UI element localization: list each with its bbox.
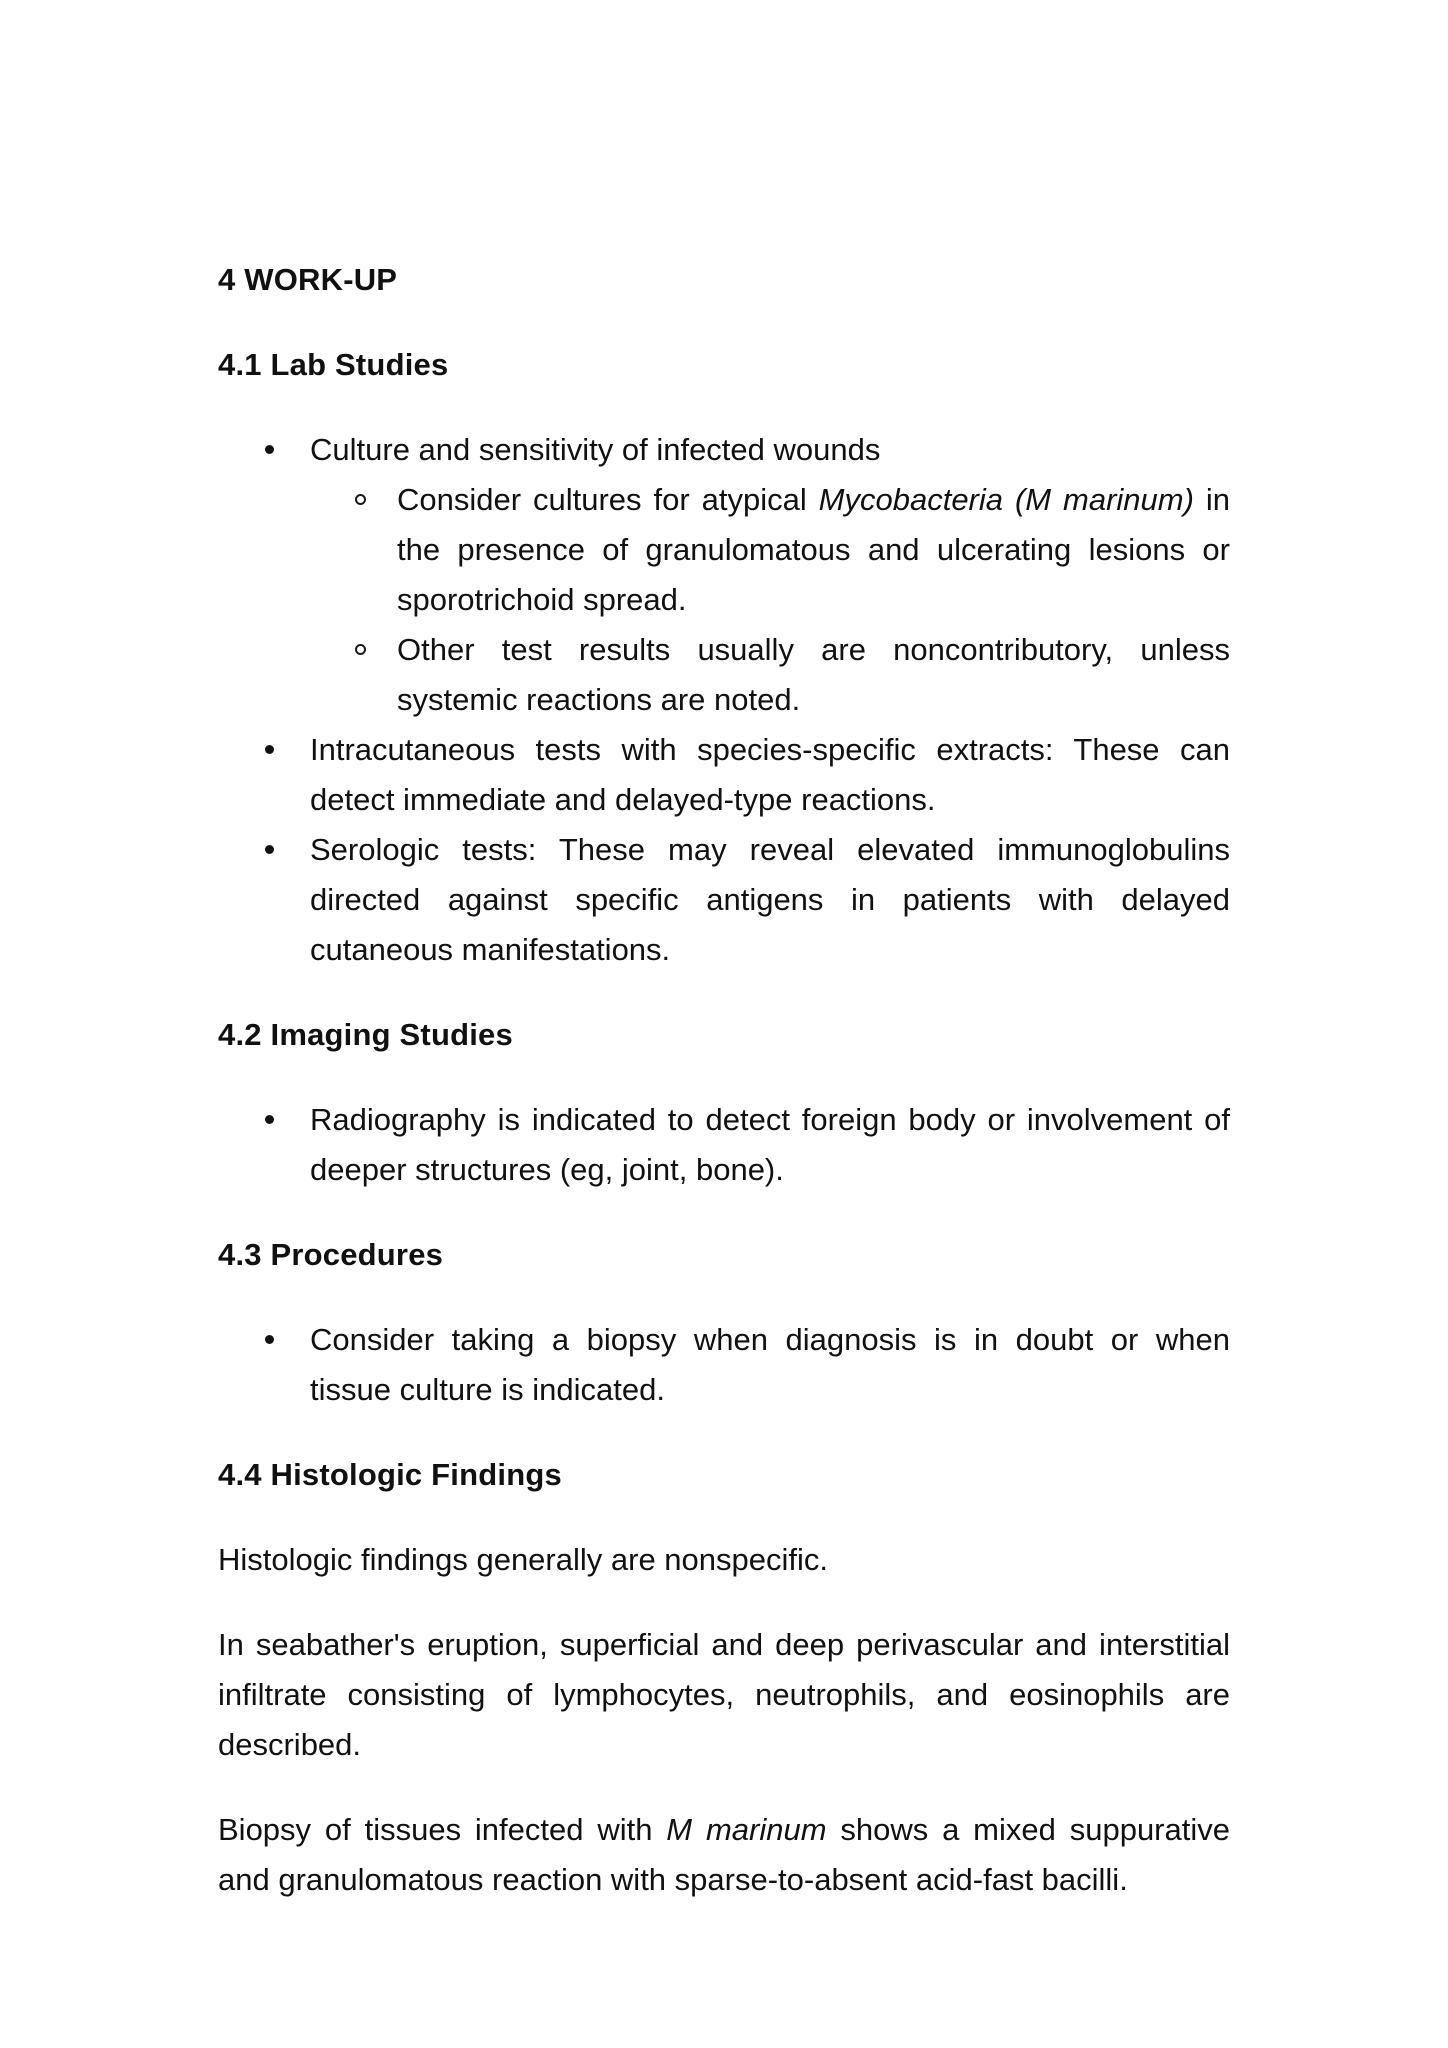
paragraph: In seabather's eruption, superficial and deep perivascular and interstitial infiltrate consisting of lymphocytes, neutrophils, and eosinophils are described. [218,1627,1230,1762]
procedures-bullet-list [218,1315,1230,1415]
paragraph [218,1805,1230,1905]
bullet-circle-icon [355,644,366,655]
bullet-dot-icon [265,445,274,454]
sub-item-text-pre: Consider cultures for atypical [397,482,819,517]
list-item [218,1095,1230,1195]
section-heading-workup: 4 WORK-UP [218,262,398,297]
list-item [218,825,1230,975]
list-item [218,1315,1230,1415]
lab-studies-sub-list [310,475,1230,725]
paragraph-text-post: shows a mixed suppurative and granulomatous reaction with sparse-to-absent acid-fast bacilli. [218,1812,1230,1897]
bullet-dot-icon [265,1115,274,1124]
bullet-dot-icon [265,745,274,754]
section-heading-lab-studies: 4.1 Lab Studies [218,347,449,382]
sub-item-text-italic: Mycobacteria (M marinum) [818,482,1194,517]
list-item-text: Intracutaneous tests with species-specific extracts: These can detect immediate and delayed-type reactions. [310,732,1230,817]
list-item-text: Serologic tests: These may reveal elevated immunoglobulins directed against specific antigens in patients with delayed cutaneous manifestations. [310,832,1230,967]
section-heading-procedures: 4.3 Procedures [218,1237,444,1272]
bullet-dot-icon [265,845,274,854]
paragraph-text-italic: M marinum [666,1812,827,1847]
lab-studies-bullet-list [218,425,1230,975]
section-heading-imaging-studies: 4.2 Imaging Studies [218,1017,513,1052]
list-item-text: Radiography is indicated to detect foreign body or involvement of deeper structures (eg, joint, bone). [310,1102,1230,1187]
bullet-circle-icon [355,494,366,505]
bullet-dot-icon [265,1335,274,1344]
paragraph: Histologic findings generally are nonspecific. [218,1542,828,1577]
list-item-text: Culture and sensitivity of infected wounds [310,432,881,467]
sub-list-item [310,625,1230,725]
paragraph-text-pre: Biopsy of tissues infected with [218,1812,667,1847]
imaging-studies-bullet-list [218,1095,1230,1195]
sub-item-text: Other test results usually are noncontributory, unless systemic reactions are noted. [397,632,1230,717]
section-heading-histologic-findings: 4.4 Histologic Findings [218,1457,562,1492]
list-item [218,725,1230,825]
list-item-text: Consider taking a biopsy when diagnosis is in doubt or when tissue culture is indicated. [310,1322,1230,1407]
list-item [218,425,1230,725]
sub-list-item [310,475,1230,625]
sub-item-text-post: in the presence of granulomatous and ulcerating lesions or sporotrichoid spread. [397,482,1231,617]
document-page [218,255,1230,1905]
